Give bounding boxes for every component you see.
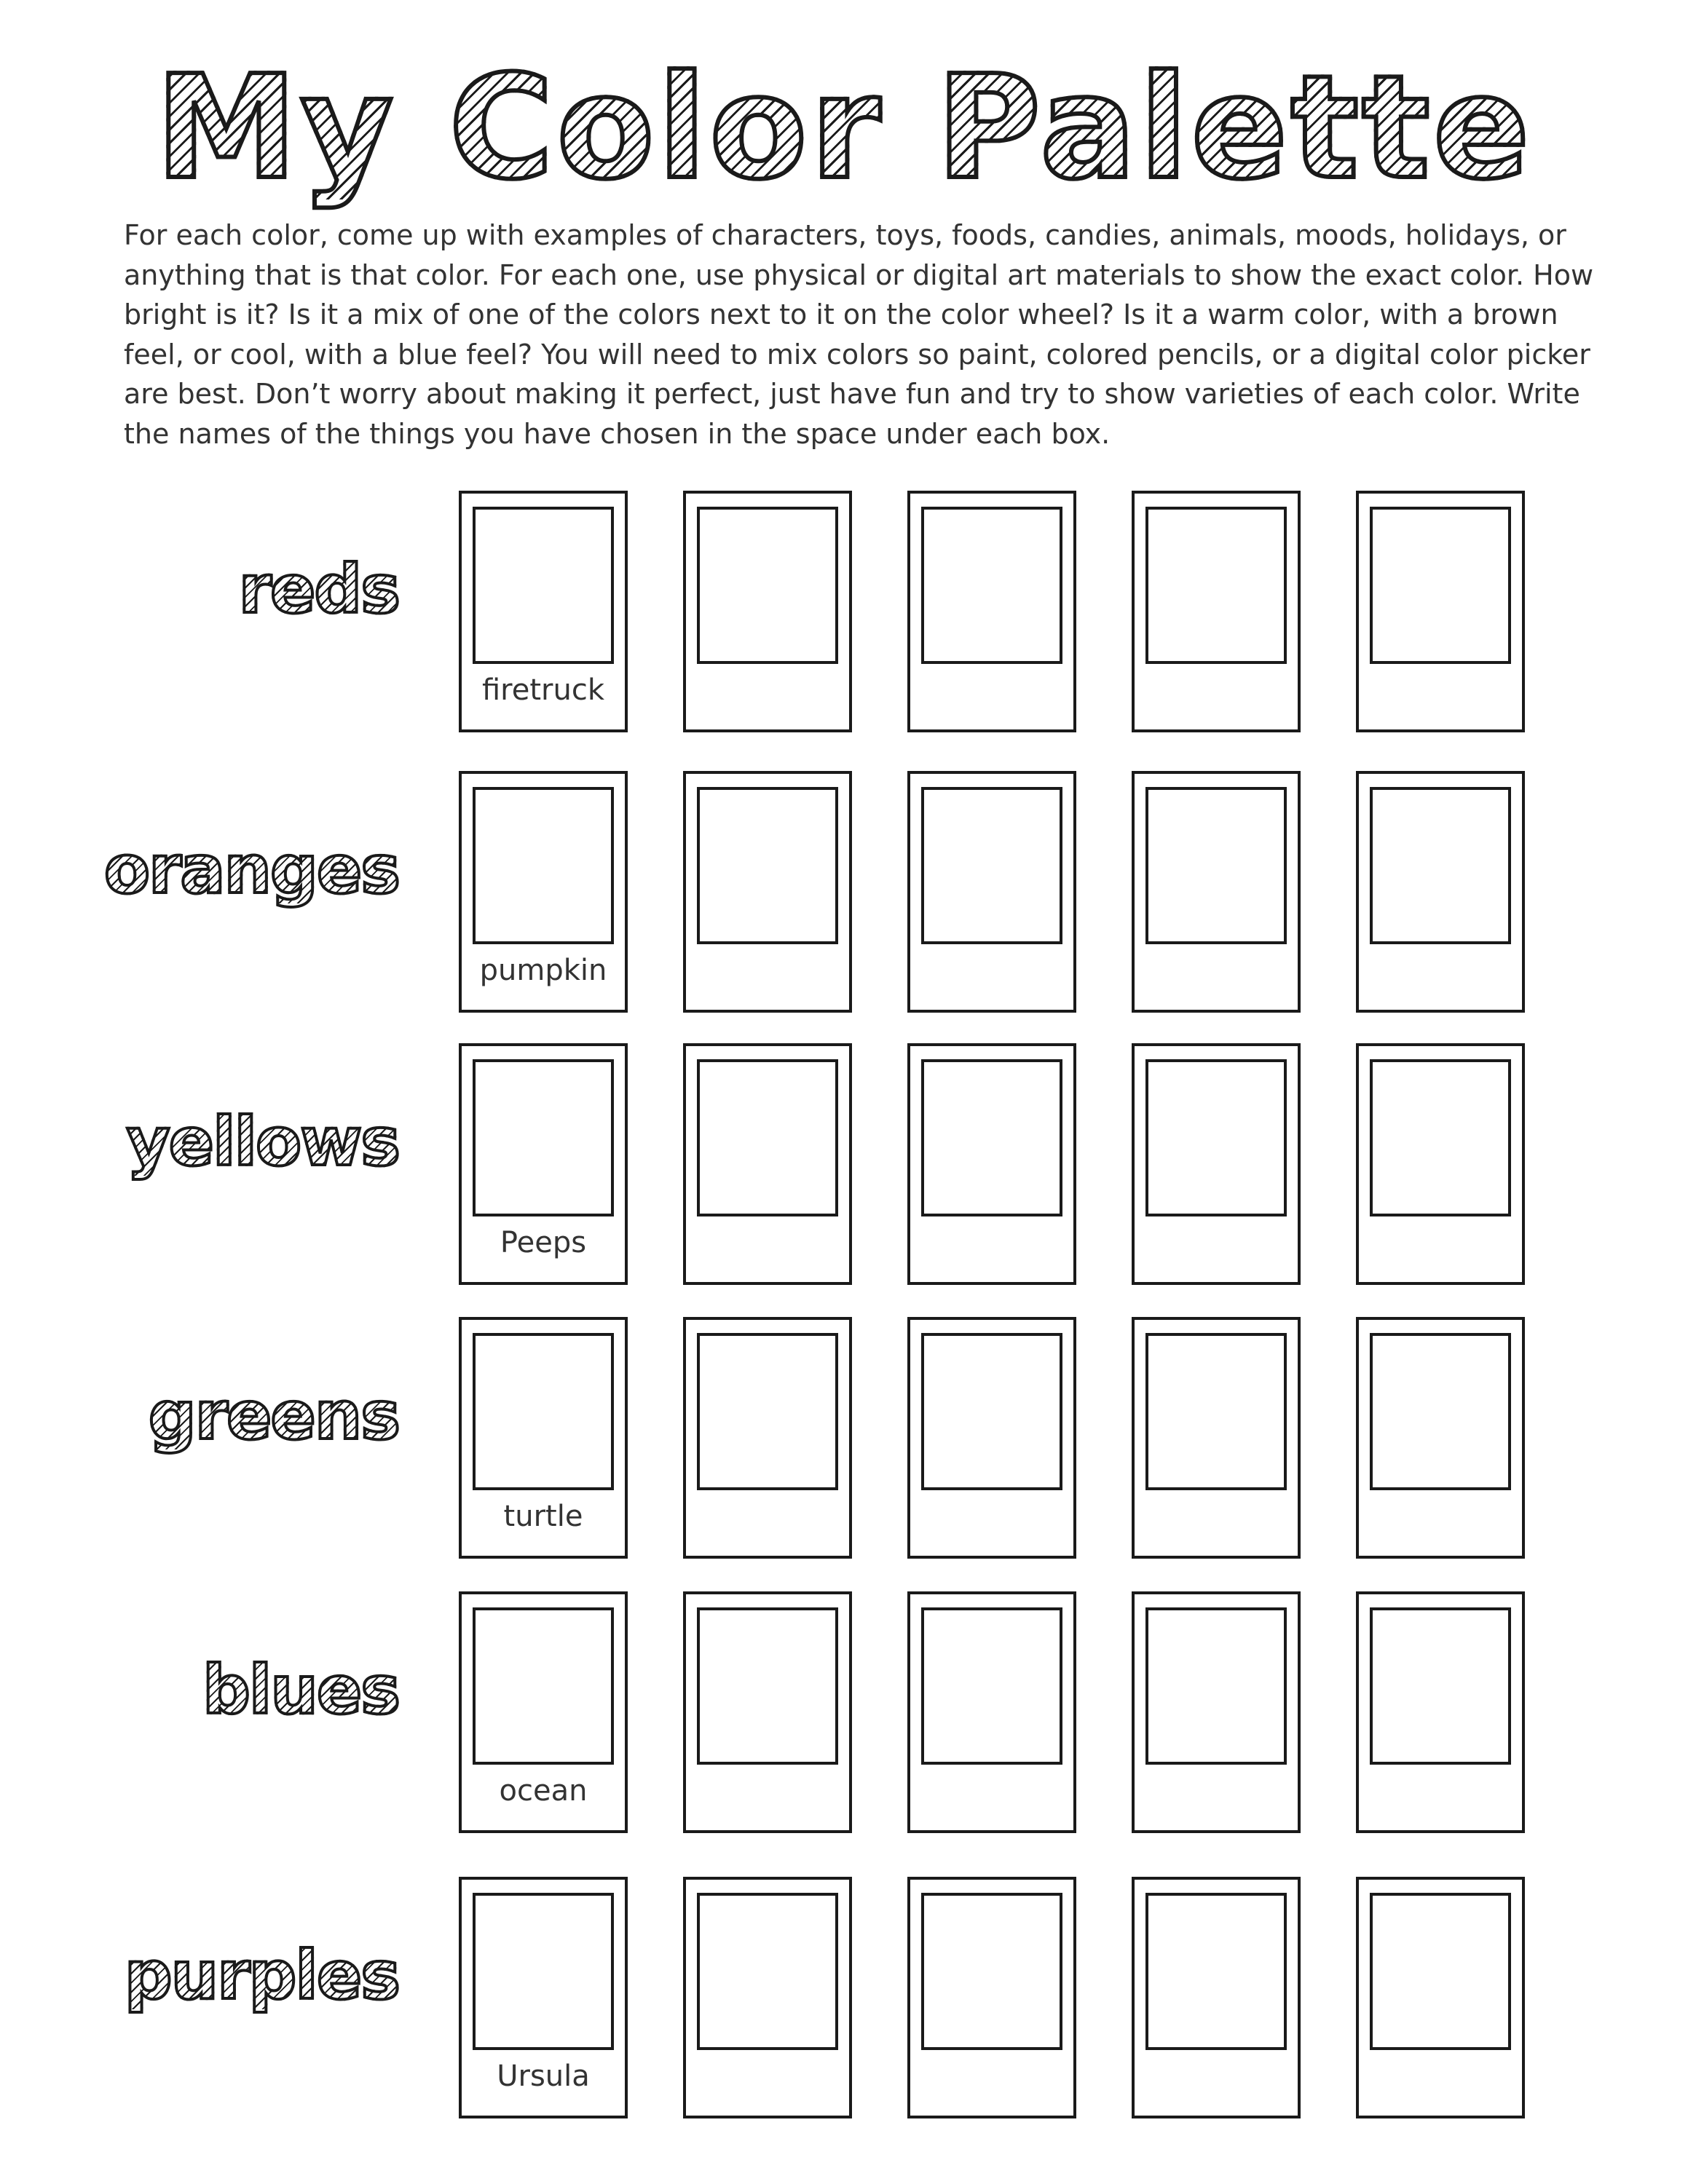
swatch-frame[interactable] — [1132, 1043, 1301, 1285]
swatch-frame[interactable] — [459, 771, 628, 1013]
swatch-caption[interactable]: Peeps — [500, 1226, 587, 1259]
swatch-caption[interactable]: turtle — [503, 1500, 583, 1533]
swatch-frame[interactable] — [459, 491, 628, 732]
swatch-frame[interactable] — [459, 1591, 628, 1833]
row-label: greens — [148, 1377, 399, 1455]
swatch-frame[interactable] — [1132, 771, 1301, 1013]
row-label: yellows — [126, 1103, 399, 1181]
swatch-frame[interactable] — [1356, 491, 1525, 732]
instructions-text: For each color, come up with examples of characters, toys, foods, candies, animals, moods, holidays, or anything that is that color. For each one, use physical or digital art materials to show the exact color. How bright is it? Is it a mix of one of the colors next to it on the color wheel? Is it a warm color, with a brown feel, or cool, with a blue feel? You will need to mix colors so paint, colored pencils, or a digital color picker are best. Don’t worry about making it perfect, just have fun and try to show varieties of each color. Write the names of the things you have chosen in the space under each box. — [124, 219, 1594, 450]
swatch-frame[interactable] — [1356, 1043, 1525, 1285]
swatch-box[interactable] — [473, 1333, 614, 1490]
swatch-frame[interactable] — [1356, 1877, 1525, 2118]
swatch-frame[interactable] — [907, 1317, 1076, 1559]
color-row-reds — [0, 491, 1688, 735]
color-row-yellows — [0, 1043, 1688, 1288]
swatch-box[interactable] — [473, 787, 614, 944]
swatch-frame[interactable] — [683, 1877, 852, 2118]
swatch-caption[interactable]: pumpkin — [479, 954, 607, 987]
swatch-frame[interactable] — [683, 771, 852, 1013]
row-label: blues — [202, 1651, 399, 1729]
swatch-box[interactable] — [697, 1893, 838, 2050]
swatch-box[interactable] — [1145, 1607, 1287, 1765]
swatch-box[interactable] — [697, 1607, 838, 1765]
swatch-box[interactable] — [1145, 1333, 1287, 1490]
row-label: reds — [238, 550, 399, 628]
swatch-box[interactable] — [1370, 507, 1511, 664]
swatch-box[interactable] — [921, 1607, 1062, 1765]
swatch-box[interactable] — [473, 1059, 614, 1216]
swatch-box[interactable] — [1370, 1607, 1511, 1765]
swatch-box[interactable] — [1145, 507, 1287, 664]
swatch-caption[interactable]: Ursula — [497, 2060, 590, 2093]
swatch-frame[interactable] — [907, 491, 1076, 732]
swatch-frame[interactable] — [1356, 1317, 1525, 1559]
swatch-frame[interactable] — [1132, 1877, 1301, 2118]
swatch-frame[interactable] — [459, 1043, 628, 1285]
swatch-frame[interactable] — [459, 1317, 628, 1559]
swatch-frame[interactable] — [1132, 1317, 1301, 1559]
swatch-frame[interactable] — [907, 1591, 1076, 1833]
swatch-frame[interactable] — [1132, 491, 1301, 732]
color-row-oranges — [0, 771, 1688, 1016]
page-title: My Color Palette — [0, 57, 1688, 199]
swatch-box[interactable] — [921, 787, 1062, 944]
swatch-caption[interactable]: firetruck — [481, 673, 604, 707]
swatch-frame[interactable] — [683, 1317, 852, 1559]
row-label: oranges — [103, 831, 399, 909]
swatch-box[interactable] — [473, 1893, 614, 2050]
swatch-box[interactable] — [1370, 787, 1511, 944]
swatch-frame[interactable] — [907, 1043, 1076, 1285]
swatch-box[interactable] — [921, 1893, 1062, 2050]
swatch-frame[interactable] — [683, 1591, 852, 1833]
swatch-box[interactable] — [697, 787, 838, 944]
swatch-box[interactable] — [1370, 1333, 1511, 1490]
swatch-box[interactable] — [921, 507, 1062, 664]
color-row-blues — [0, 1591, 1688, 1836]
swatch-box[interactable] — [473, 507, 614, 664]
swatch-caption[interactable]: ocean — [499, 1774, 588, 1808]
row-label: purples — [124, 1936, 399, 2014]
swatch-box[interactable] — [1370, 1059, 1511, 1216]
swatch-frame[interactable] — [1356, 771, 1525, 1013]
swatch-frame[interactable] — [683, 491, 852, 732]
swatch-frame[interactable] — [683, 1043, 852, 1285]
swatch-frame[interactable] — [1356, 1591, 1525, 1833]
swatch-frame[interactable] — [1132, 1591, 1301, 1833]
swatch-box[interactable] — [921, 1059, 1062, 1216]
swatch-frame[interactable] — [907, 1877, 1076, 2118]
color-row-purples — [0, 1877, 1688, 2121]
swatch-box[interactable] — [1145, 787, 1287, 944]
swatch-frame[interactable] — [459, 1877, 628, 2118]
swatch-box[interactable] — [473, 1607, 614, 1765]
color-row-greens — [0, 1317, 1688, 1562]
swatch-box[interactable] — [697, 1333, 838, 1490]
swatch-box[interactable] — [1145, 1893, 1287, 2050]
swatch-box[interactable] — [1370, 1893, 1511, 2050]
swatch-box[interactable] — [1145, 1059, 1287, 1216]
swatch-box[interactable] — [921, 1333, 1062, 1490]
swatch-frame[interactable] — [907, 771, 1076, 1013]
swatch-box[interactable] — [697, 1059, 838, 1216]
swatch-box[interactable] — [697, 507, 838, 664]
